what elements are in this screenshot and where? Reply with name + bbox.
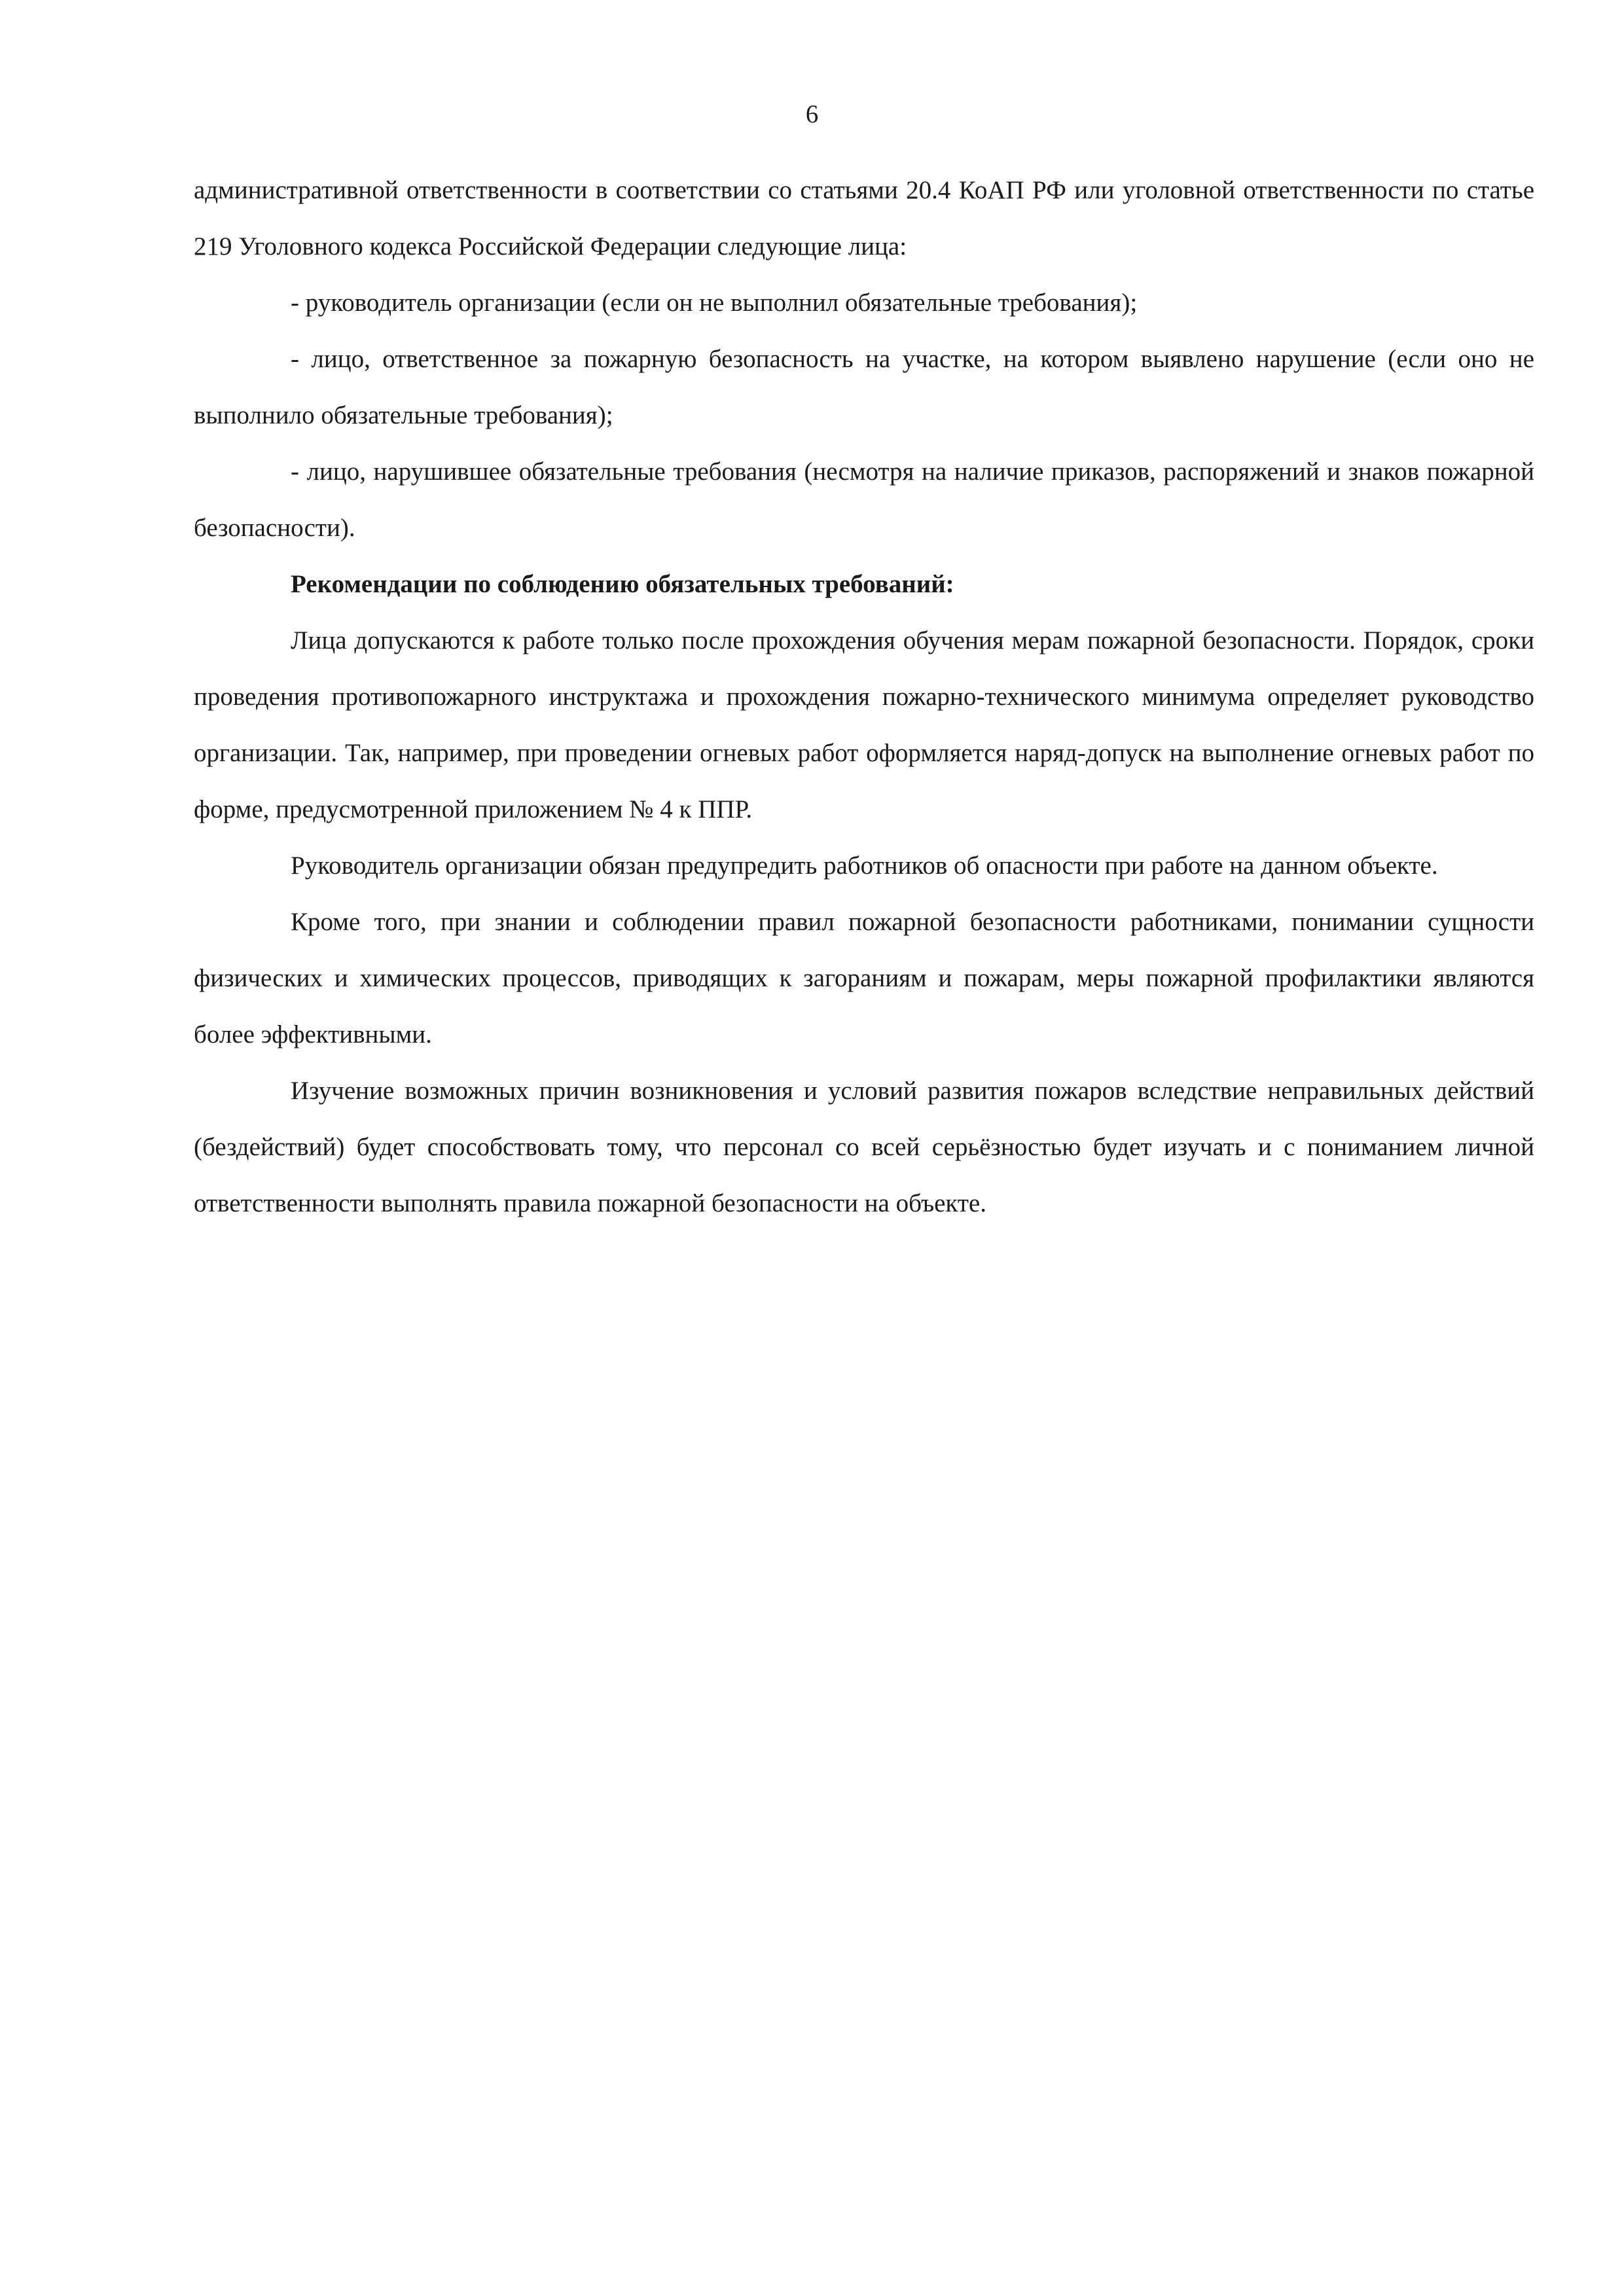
page-number: 6	[805, 100, 819, 128]
list-item-head: - руководитель организации (если он не выполнил обязательные требования);	[291, 289, 1138, 317]
document-body	[194, 162, 1534, 1232]
paragraph-training: Лица допускаются к работе только после прохождения обучения мерам пожарной безопасности. Порядок, сроки проведения противопожарного инструктажа и прохождения пожарно-технического минимума определяет руководство организации. Так, например, при проведении огневых работ оформляется наряд-допуск на выполнение огневых работ по форме, предусмотренной приложением № 4 к ППР.	[194, 626, 1534, 823]
recommendations-heading: Рекомендации по соблюдению обязательных требований:	[291, 570, 954, 598]
paragraph-study: Изучение возможных причин возникновения и условий развития пожаров вследствие неправильных действий (бездействий) будет способствовать тому, что персонал со всей серьёзностью будет изучать и с пониманием личной ответственности выполнять правила пожарной безопасности на объекте.	[194, 1077, 1534, 1217]
list-item-violator: - лицо, нарушившее обязательные требования (несмотря на наличие приказов, распоряжений и знаков пожарной безопасности).	[194, 457, 1534, 542]
list-item-responsible-person: - лицо, ответственное за пожарную безопасность на участке, на котором выявлено нарушение (если оно не выполнило обязательные требования);	[194, 345, 1534, 429]
paragraph-knowledge: Кроме того, при знании и соблюдении правил пожарной безопасности работниками, понимании сущности физических и химических процессов, приводящих к загораниям и пожарам, меры пожарной профилактики являются более эффективными.	[194, 908, 1534, 1049]
intro-paragraph: административной ответственности в соответствии со статьями 20.4 КоАП РФ или уголовной ответственности по статье 219 Уголовного кодекса Российской Федерации следующие лица:	[194, 176, 1534, 260]
paragraph-warning: Руководитель организации обязан предупредить работников об опасности при работе на данном объекте.	[291, 852, 1438, 880]
